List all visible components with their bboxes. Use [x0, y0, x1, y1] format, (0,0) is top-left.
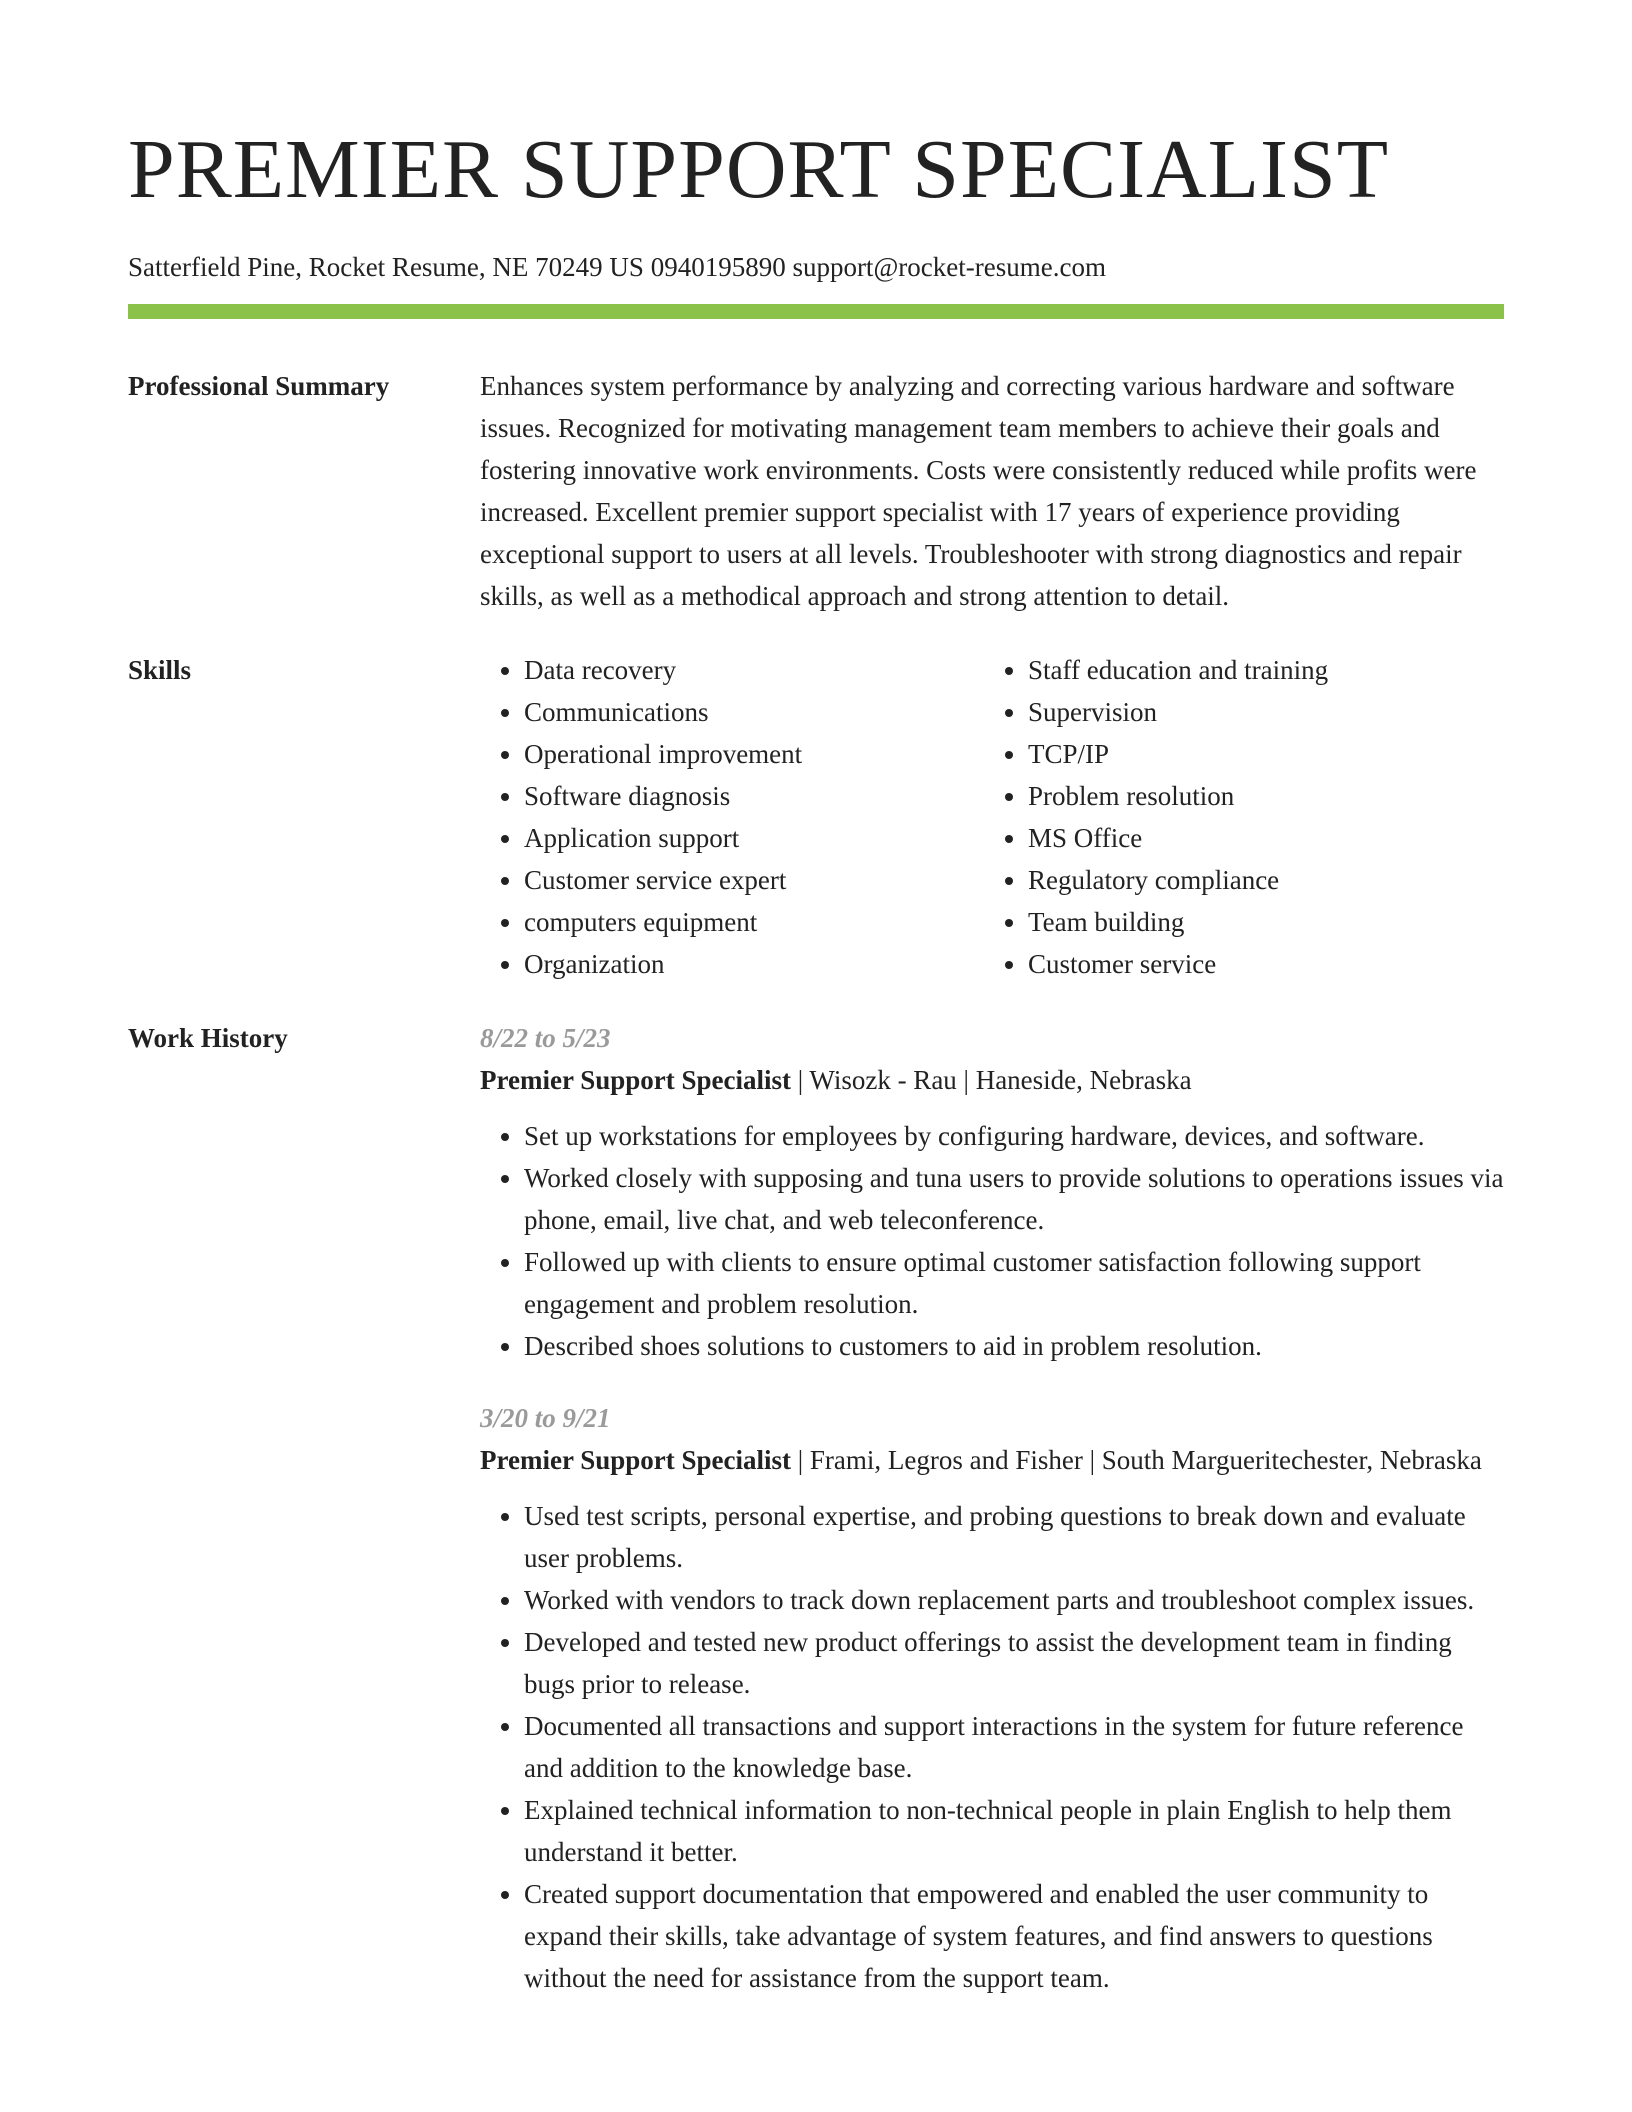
header-divider: [128, 304, 1504, 319]
job-bullets: [480, 1495, 1504, 1999]
job-bullet: • Created support documentation that empowered and enabled the user community to expand their skills, take advantage of system features, and find answers to questions without the need for assistance from the support team.: [524, 1873, 1504, 1999]
job-bullet: • Developed and tested new product offerings to assist the development team in finding bugs prior to release.: [524, 1621, 1504, 1705]
resume-page: [128, 120, 1504, 2029]
skill-item: • Data recovery: [524, 649, 984, 691]
skill-item: • Software diagnosis: [524, 775, 984, 817]
work-history-section: [128, 1017, 1504, 2029]
skill-item: • Regulatory compliance: [1028, 859, 1488, 901]
job-heading: [480, 1439, 1504, 1481]
skills-list-right: [984, 649, 1488, 985]
skill-item: • Communications: [524, 691, 984, 733]
job-company-location: | Wisozk - Rau | Haneside, Nebraska: [791, 1065, 1192, 1095]
skill-item: • Staff education and training: [1028, 649, 1488, 691]
skill-item: • Customer service: [1028, 943, 1488, 985]
contact-address: Satterfield Pine, Rocket Resume, NE 70249 US: [128, 252, 644, 282]
work-history-body: [480, 1017, 1504, 2029]
skill-item: • MS Office: [1028, 817, 1488, 859]
skills-list-left: [480, 649, 984, 985]
job-bullet: • Described shoes solutions to customers to aid in problem resolution.: [524, 1325, 1504, 1367]
job-bullet: • Documented all transactions and support interactions in the system for future reference and addition to the knowledge base.: [524, 1705, 1504, 1789]
job-title: Premier Support Specialist: [480, 1445, 791, 1475]
skill-item: • Operational improvement: [524, 733, 984, 775]
skill-item: • Organization: [524, 943, 984, 985]
skill-item: • Supervision: [1028, 691, 1488, 733]
contact-line: [128, 248, 1504, 286]
skills-section: [128, 649, 1504, 985]
contact-phone: 0940195890: [650, 252, 786, 282]
skill-item: • Team building: [1028, 901, 1488, 943]
job-bullet: • Explained technical information to non-technical people in plain English to help them understand it better.: [524, 1789, 1504, 1873]
job-entry: [480, 1017, 1504, 1367]
skill-item: • Customer service expert: [524, 859, 984, 901]
summary-body: [480, 365, 1504, 617]
skill-item: • TCP/IP: [1028, 733, 1488, 775]
skills-body: [480, 649, 1504, 985]
job-bullet: • Set up workstations for employees by configuring hardware, devices, and software.: [524, 1115, 1504, 1157]
skill-item: • Problem resolution: [1028, 775, 1488, 817]
skill-item: • computers equipment: [524, 901, 984, 943]
job-entry: [480, 1397, 1504, 1999]
section-label-summary: Professional Summary: [128, 371, 390, 401]
contact-email: support@rocket-resume.com: [792, 252, 1106, 282]
job-bullet: • Worked closely with supposing and tuna users to provide solutions to operations issues via phone, email, live chat, and web teleconference.: [524, 1157, 1504, 1241]
summary-section: [128, 365, 1504, 617]
job-bullet: • Used test scripts, personal expertise, and probing questions to break down and evaluate user problems.: [524, 1495, 1504, 1579]
section-label-work-history: Work History: [128, 1023, 288, 1053]
job-company-location: | Frami, Legros and Fisher | South Margueritechester, Nebraska: [791, 1445, 1482, 1475]
section-label-skills: Skills: [128, 655, 192, 685]
candidate-name: PREMIER SUPPORT SPECIALIST: [128, 123, 1390, 216]
job-heading: [480, 1059, 1504, 1101]
job-bullet: • Followed up with clients to ensure optimal customer satisfaction following support engagement and problem resolution.: [524, 1241, 1504, 1325]
job-dates: 8/22 to 5/23: [480, 1023, 611, 1053]
job-dates: 3/20 to 9/21: [480, 1403, 611, 1433]
job-bullets: [480, 1115, 1504, 1367]
summary-text: Enhances system performance by analyzing and correcting various hardware and software issues. Recognized for motivating management team members to achieve their goals and fostering innovative work environments. Costs were consistently reduced while profits were increased. Excellent premier support specialist with 17 years of experience providing exceptional support to users at all levels. Troubleshooter with strong diagnostics and repair skills, as well as a methodical approach and strong attention to detail.: [480, 371, 1477, 611]
skill-item: • Application support: [524, 817, 984, 859]
job-bullet: • Worked with vendors to track down replacement parts and troubleshoot complex issues.: [524, 1579, 1504, 1621]
job-title: Premier Support Specialist: [480, 1065, 791, 1095]
